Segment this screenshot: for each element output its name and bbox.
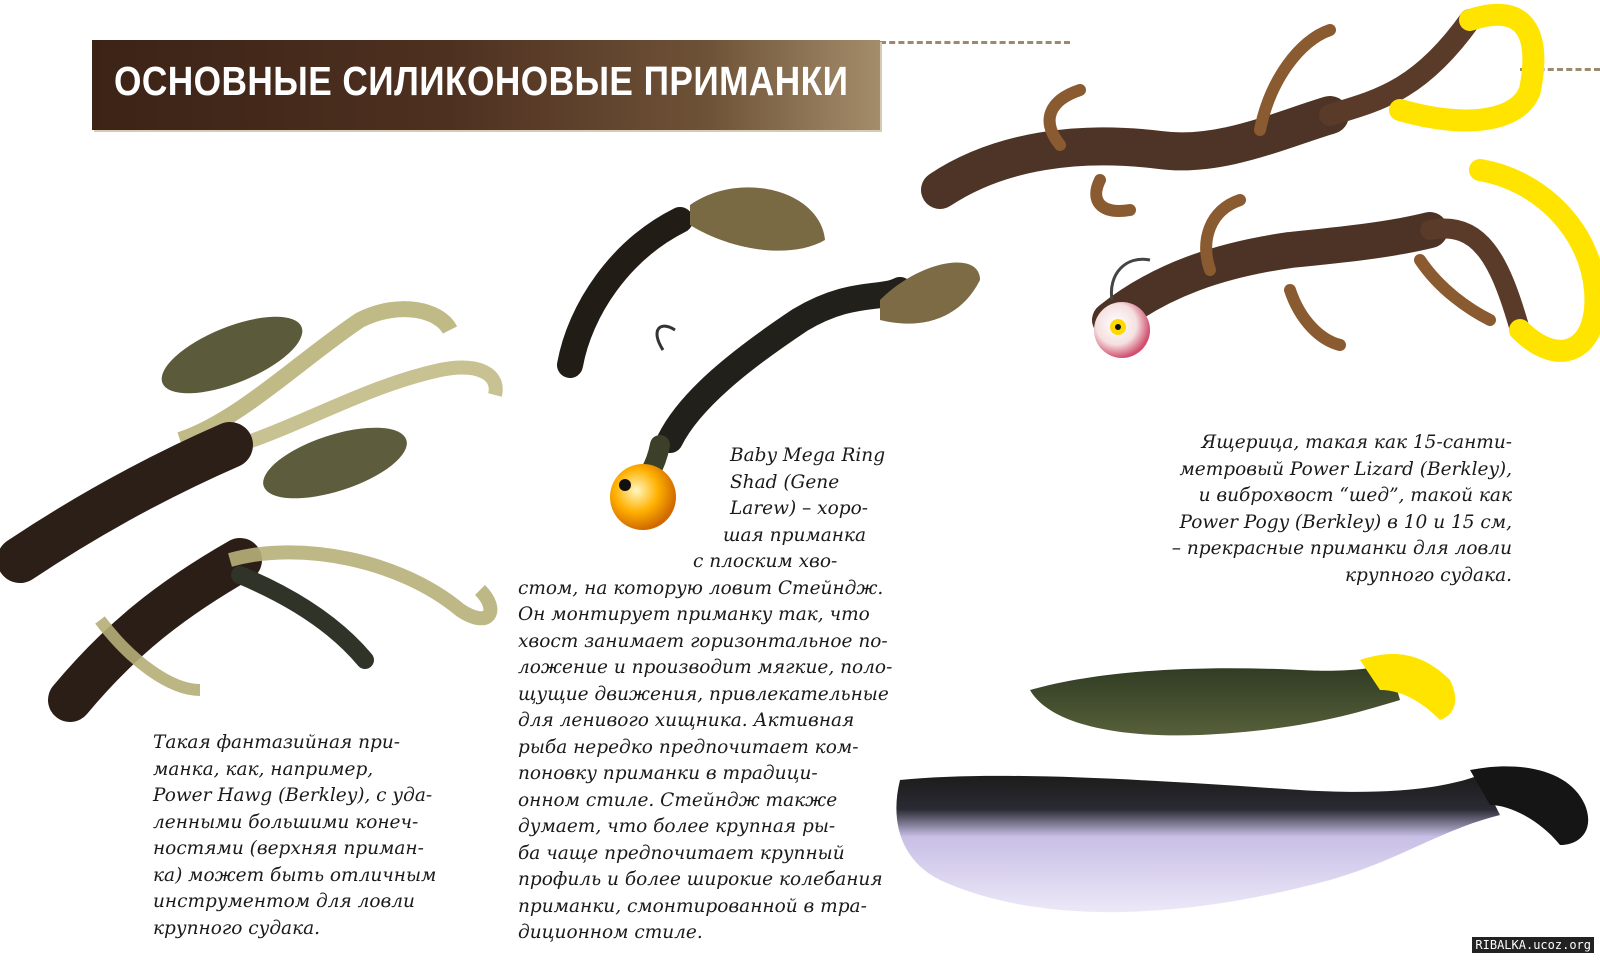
- caption-line: ностями (верхняя приман-: [153, 838, 424, 859]
- caption-line: Baby Mega Ring: [730, 445, 886, 466]
- caption-lizard: [1172, 430, 1512, 589]
- caption-line: диционном стиле.: [518, 922, 703, 943]
- white-shad-body: [896, 775, 1500, 912]
- power-hawg-claw-1: [152, 301, 312, 409]
- caption-line: профиль и более широкие колебания: [518, 869, 883, 890]
- caption-line: инструментом для ловли: [153, 891, 415, 912]
- caption-line: стом, на которую ловит Стейндж.: [518, 577, 884, 599]
- caption-line: – прекрасные приманки для ловли: [1171, 538, 1512, 559]
- caption-line: ложение и производит мягкие, поло-: [518, 657, 893, 678]
- caption-line: поновку приманки в традици-: [518, 763, 818, 784]
- power-hawg-body-1: [20, 445, 230, 560]
- caption-line: ка) может быть отличным: [153, 864, 437, 886]
- caption-line: Такая фантазийная при-: [153, 732, 401, 753]
- power-pogy-shad-lure: [896, 654, 1588, 912]
- caption-line: манка, как, например,: [153, 758, 374, 780]
- page-title: ОСНОВНЫЕ СИЛИКОНОВЫЕ ПРИМАНКИ: [114, 58, 849, 104]
- caption-line: с плоским хво-: [693, 551, 838, 572]
- power-lizard-lure: [940, 15, 1595, 358]
- caption-line: хвост занимает горизонтальное по-: [518, 630, 888, 652]
- caption-baby-mega-ring-shad: [518, 443, 892, 947]
- caption-line: ленными большими конеч-: [153, 811, 419, 833]
- caption-line: Larew) – хоро-: [730, 498, 868, 519]
- caption-line: щущие движения, привлекательные: [518, 683, 889, 705]
- caption-line: онном стиле. Стейндж также: [518, 789, 838, 811]
- caption-line: приманки, смонтированной в тра-: [518, 895, 867, 917]
- caption-line: метровый Power Lizard (Berkley),: [1179, 458, 1512, 480]
- caption-line: Shad (Gene: [730, 471, 840, 493]
- power-hawg-lure: [20, 301, 496, 700]
- caption-line: рыба нередко предпочитает ком-: [518, 736, 859, 758]
- caption-line: крупного судака.: [153, 917, 321, 939]
- caption-line: для ленивого хищника. Активная: [518, 710, 855, 731]
- ring-shad-tail-1: [690, 187, 825, 250]
- caption-line: Он монтирует приманку так, что: [518, 604, 870, 625]
- caption-line: ба чаще предпочитает крупный: [518, 842, 845, 864]
- caption-power-hawg: [153, 730, 436, 942]
- ring-shad-tail-2: [880, 263, 980, 324]
- caption-line: Ящерица, такая как 15-санти-: [1201, 432, 1512, 453]
- green-shad-body: [1030, 665, 1400, 735]
- caption-line: Power Hawg (Berkley), с уда-: [153, 785, 433, 806]
- caption-line: думает, что более крупная ры-: [518, 816, 836, 837]
- caption-line: и виброхвост “шед”, такой как: [1198, 485, 1512, 506]
- watermark: RIBALKA.ucoz.org: [1472, 937, 1594, 953]
- caption-line: шая приманка: [723, 524, 866, 546]
- caption-line: Power Pogy (Berkley) в 10 и 15 см,: [1179, 511, 1512, 533]
- caption-line: крупного судака.: [1344, 564, 1512, 586]
